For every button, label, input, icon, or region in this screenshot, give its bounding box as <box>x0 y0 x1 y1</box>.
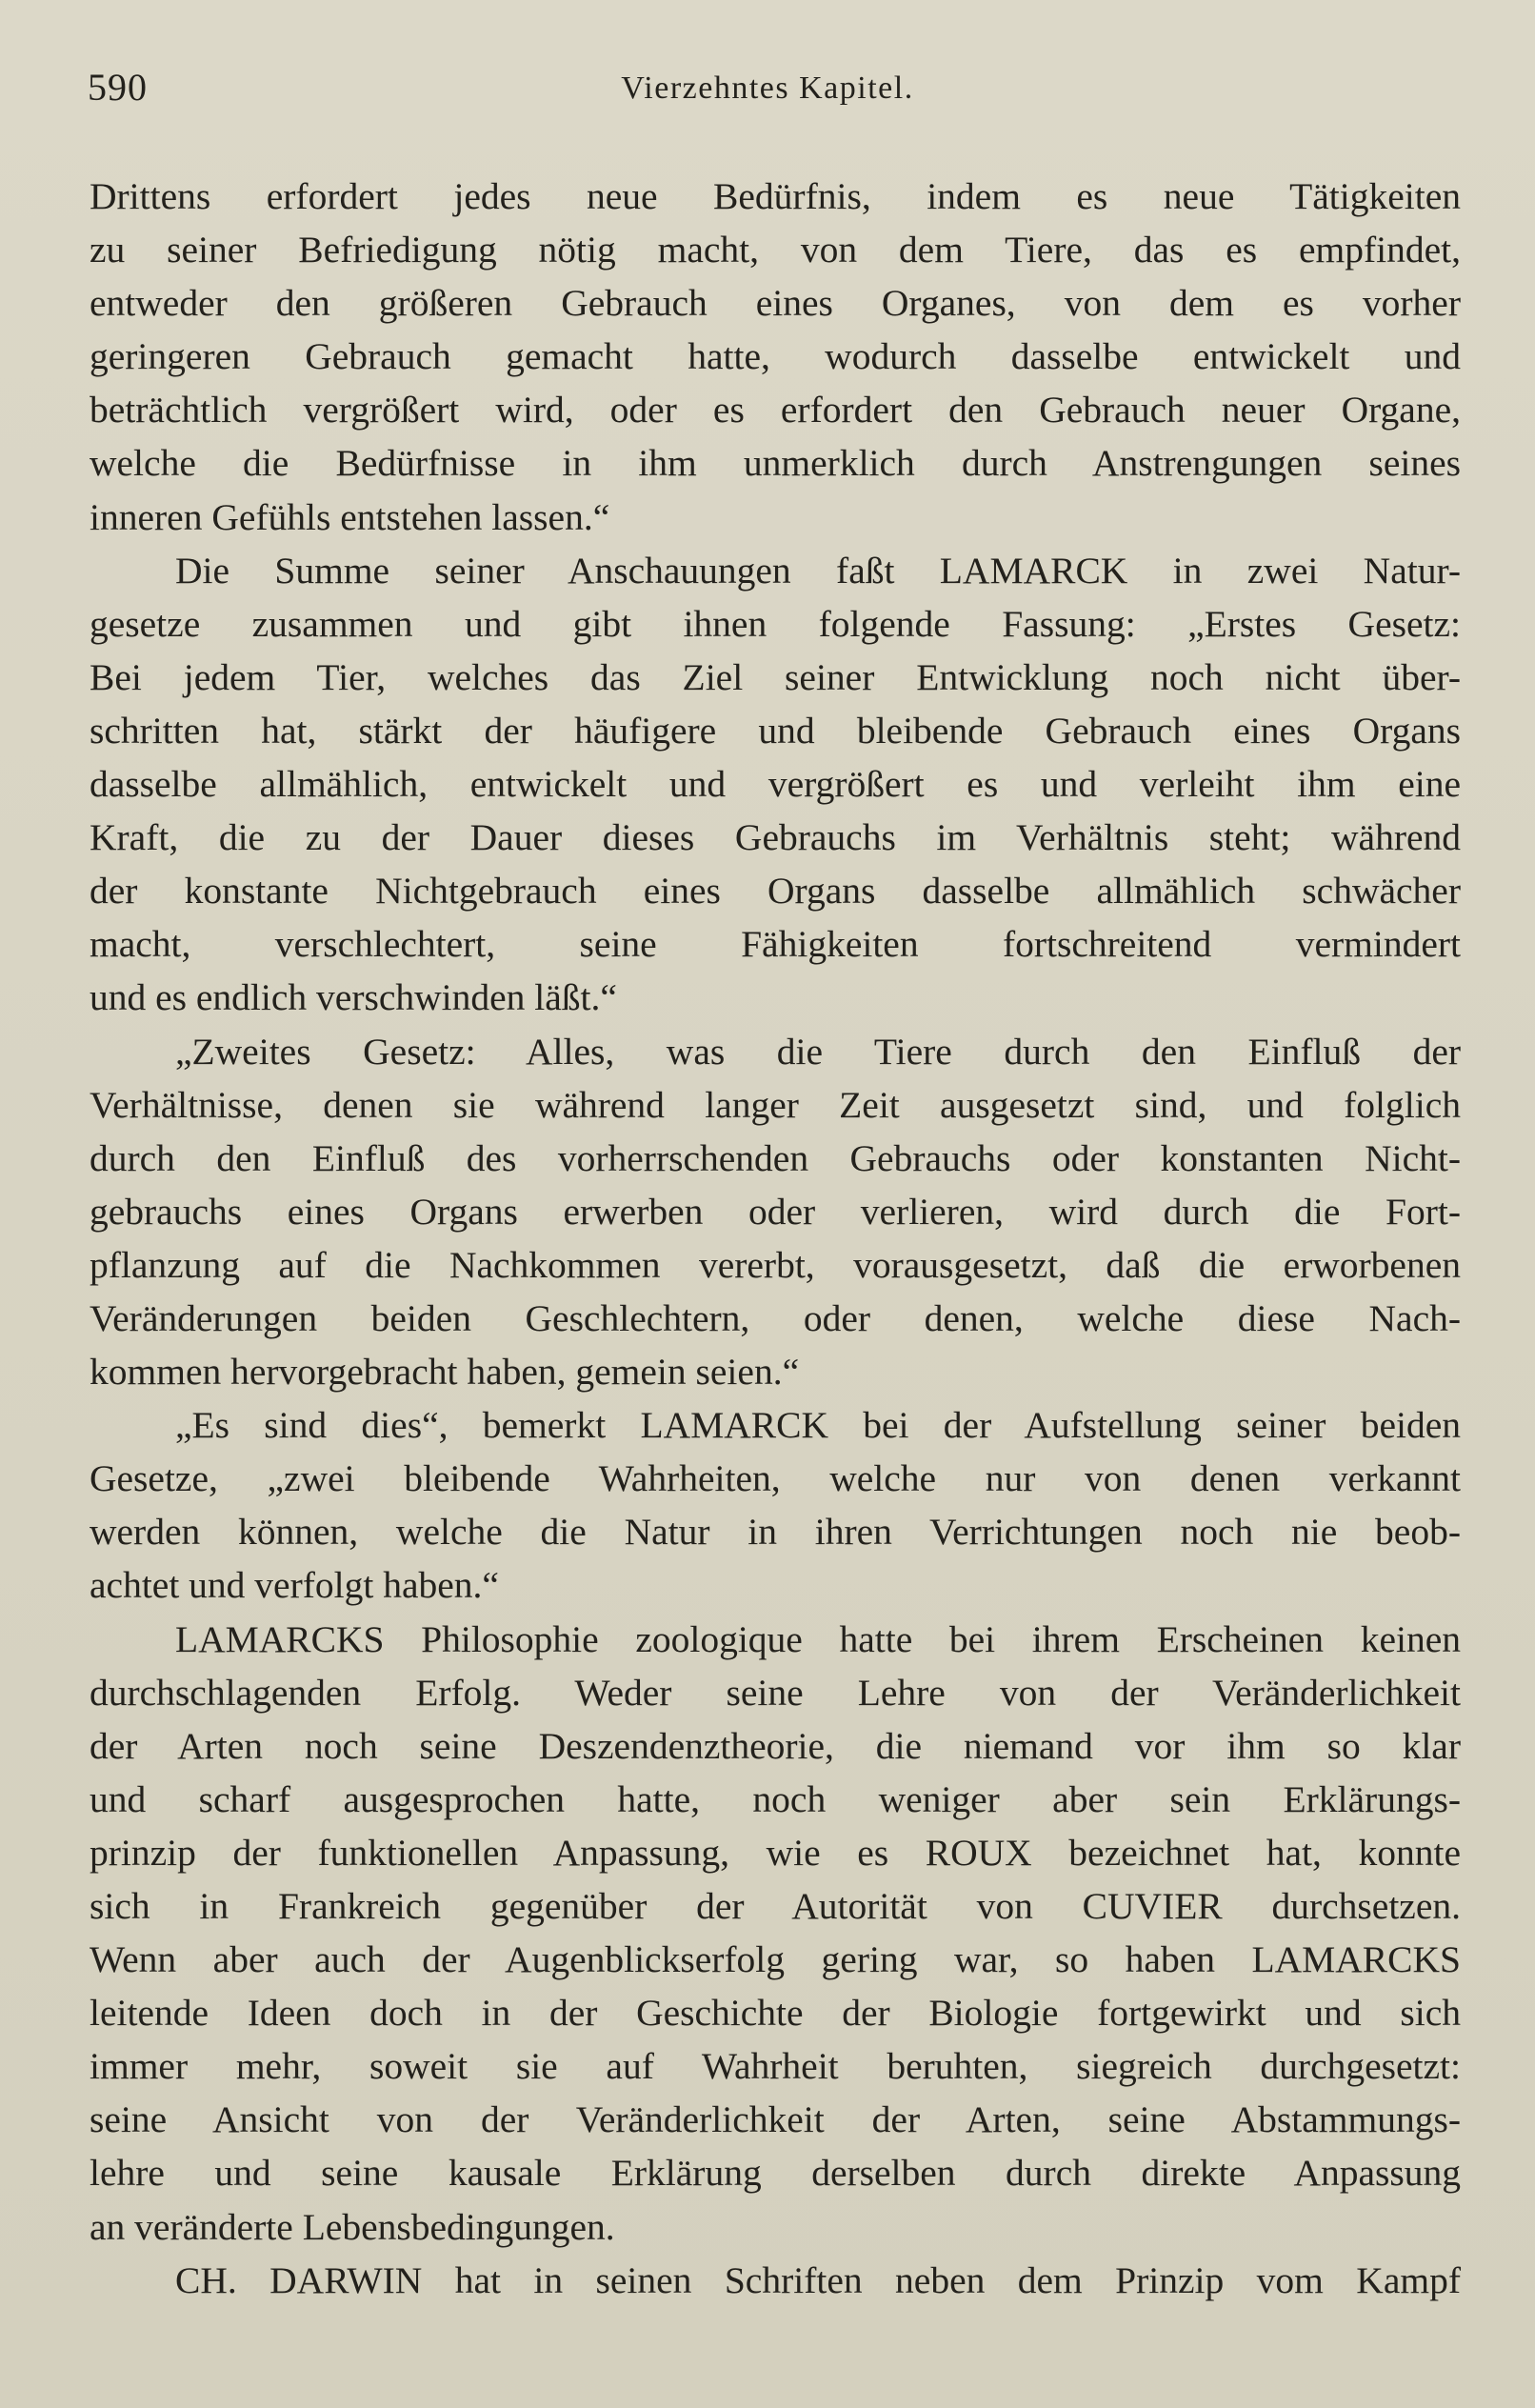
text-line: inneren Gefühls entstehen lassen.“ <box>90 495 610 538</box>
text-line: Wenn aber auch der Augenblickserfolg gering war, so haben LAMARCKS <box>90 1938 1461 1981</box>
text-line: leitende Ideen doch in der Geschichte der Biologie fortgewirkt und sich <box>90 1992 1461 2035</box>
text-line: werden können, welche die Natur in ihren Verrichtungen noch nie beob- <box>90 1511 1461 1554</box>
text-line: gebrauchs eines Organs erwerben oder verlieren, wird durch die Fort- <box>90 1190 1461 1233</box>
text-line: und es endlich verschwinden läßt.“ <box>90 976 617 1019</box>
text-line: Die Summe seiner Anschauungen faßt LAMARCK in zwei Natur- <box>175 549 1461 592</box>
text-line: Verhältnisse, denen sie während langer Zeit ausgesetzt sind, und folglich <box>90 1083 1461 1126</box>
body-text <box>90 170 1461 2307</box>
text-line: Bei jedem Tier, welches das Ziel seiner Entwicklung noch nicht über- <box>90 655 1461 698</box>
text-line: durch den Einfluß des vorherrschenden Gebrauchs oder konstanten Nicht- <box>90 1136 1461 1179</box>
text-line: dasselbe allmählich, entwickelt und vergrößert es und verleiht ihm eine <box>90 763 1461 806</box>
text-line: seine Ansicht von der Veränderlichkeit der Arten, seine Abstammungs- <box>90 2098 1461 2141</box>
text-line: an veränderte Lebensbedingungen. <box>90 2205 615 2248</box>
text-line: beträchtlich vergrößert wird, oder es erfordert den Gebrauch neuer Organe, <box>90 389 1461 431</box>
text-line: der Arten noch seine Deszendenztheorie, die niemand vor ihm so klar <box>90 1724 1461 1767</box>
running-head: Vierzehntes Kapitel. <box>621 70 914 106</box>
text-line: der konstante Nichtgebrauch eines Organs dasselbe allmählich schwächer <box>90 870 1461 913</box>
text-line: geringeren Gebrauch gemacht hatte, wodurch dasselbe entwickelt und <box>90 335 1461 378</box>
text-line: Kraft, die zu der Dauer dieses Gebrauchs im Verhältnis steht; während <box>90 816 1461 859</box>
text-line: entweder den größeren Gebrauch eines Organes, von dem es vorher <box>90 282 1461 325</box>
text-line: durchschlagenden Erfolg. Weder seine Lehre von der Veränderlichkeit <box>90 1671 1461 1714</box>
text-line: zu seiner Befriedigung nötig macht, von dem Tiere, das es empfindet, <box>90 229 1461 271</box>
text-line: LAMARCKS Philosophie zoologique hatte bei ihrem Erscheinen keinen <box>175 1617 1461 1660</box>
text-line: „Es sind dies“, bemerkt LAMARCK bei der Aufstellung seiner beiden <box>175 1404 1461 1447</box>
text-line: CH. DARWIN hat in seinen Schriften neben dem Prinzip vom Kampf <box>175 2258 1461 2301</box>
text-line: gesetze zusammen und gibt ihnen folgende Fassung: „Erstes Gesetz: <box>90 602 1461 645</box>
text-line: pflanzung auf die Nachkommen vererbt, vorausgesetzt, daß die erworbenen <box>90 1243 1461 1286</box>
text-line: Gesetze, „zwei bleibende Wahrheiten, welche nur von denen verkannt <box>90 1457 1461 1500</box>
text-line: lehre und seine kausale Erklärung derselben durch direkte Anpassung <box>90 2152 1461 2195</box>
text-line: und scharf ausgesprochen hatte, noch weniger aber sein Erklärungs- <box>90 1777 1461 1820</box>
text-line: Veränderungen beiden Geschlechtern, oder denen, welche diese Nach- <box>90 1296 1461 1339</box>
text-line: macht, verschlechtert, seine Fähigkeiten fortschreitend vermindert <box>90 923 1461 966</box>
text-line: achtet und verfolgt haben.“ <box>90 1564 499 1607</box>
text-line: kommen hervorgebracht haben, gemein seien.“ <box>90 1351 800 1394</box>
text-line: welche die Bedürfnisse in ihm unmerklich durch Anstrengungen seines <box>90 442 1461 485</box>
page-number: 590 <box>88 66 148 109</box>
text-line: „Zweites Gesetz: Alles, was die Tiere durch den Einfluß der <box>175 1030 1461 1073</box>
text-line: immer mehr, soweit sie auf Wahrheit beruhten, siegreich durchgesetzt: <box>90 2045 1461 2088</box>
text-line: prinzip der funktionellen Anpassung, wie es ROUX bezeichnet hat, konnte <box>90 1831 1461 1874</box>
text-line: schritten hat, stärkt der häufigere und bleibende Gebrauch eines Organs <box>90 709 1461 752</box>
text-line: Drittens erfordert jedes neue Bedürfnis, indem es neue Tätigkeiten <box>90 175 1461 217</box>
text-line: sich in Frankreich gegenüber der Autorität von CUVIER durchsetzen. <box>90 1885 1461 1927</box>
